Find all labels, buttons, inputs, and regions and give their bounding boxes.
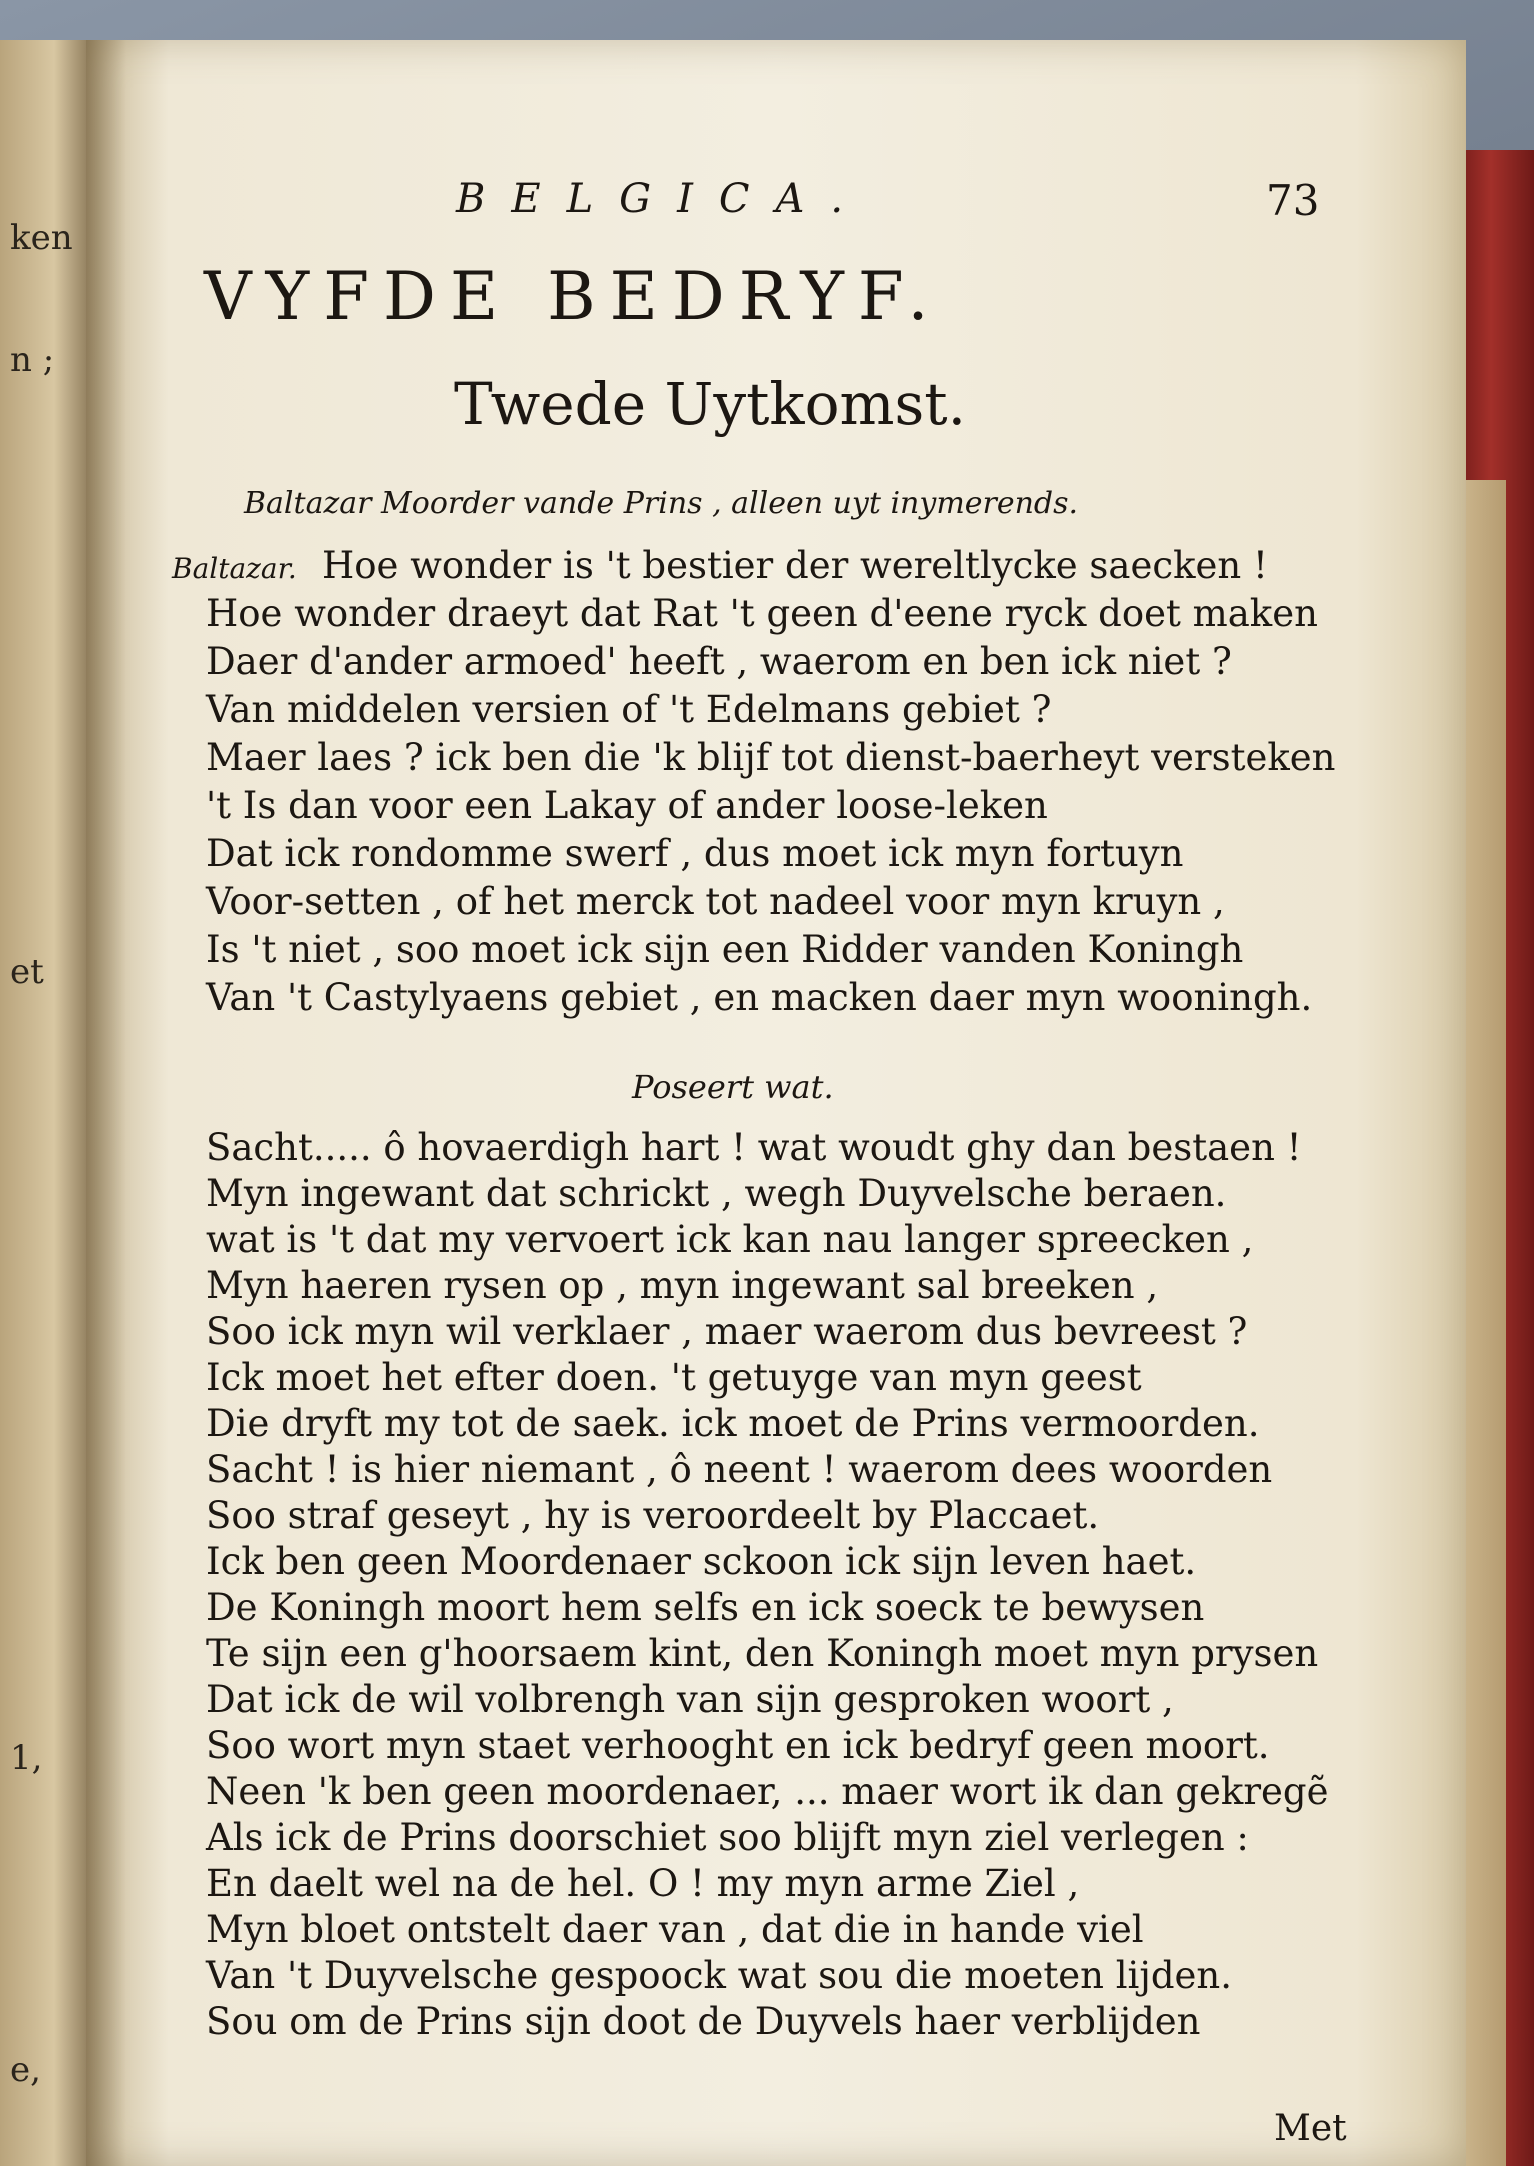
stage-direction-mid: Poseert wat. bbox=[632, 1068, 834, 1106]
gutter-shadow bbox=[86, 40, 126, 2166]
verse-line: Is 't niet , soo moet ick sijn een Ridder vanden Koningh bbox=[206, 928, 1244, 971]
verse-line: Myn bloet ontstelt daer van , dat die in hande viel bbox=[206, 1908, 1144, 1951]
verse-line: Die dryft my tot de saek. ick moet de Prins vermoorden. bbox=[206, 1402, 1260, 1445]
verse-line: Hoe wonder is 't bestier der wereltlycke saecken ! bbox=[322, 544, 1268, 587]
verse-line: Ick moet het efter doen. 't getuyge van myn geest bbox=[206, 1356, 1142, 1399]
verse-line: Hoe wonder draeyt dat Rat 't geen d'eene ryck doet maken bbox=[206, 592, 1318, 635]
verse-line: Neen 'k ben geen moordenaer, ... maer wort ik dan gekregẽ bbox=[206, 1770, 1329, 1813]
verse-line: Maer laes ? ick ben die 'k blijf tot dienst-baerheyt versteken bbox=[206, 736, 1336, 779]
verse-line: Soo straf geseyt , hy is veroordeelt by Placcaet. bbox=[206, 1494, 1100, 1537]
scene-title: Twede Uytkomst. bbox=[454, 370, 967, 438]
verse-line: Dat ick de wil volbrengh van sijn gesproken woort , bbox=[206, 1678, 1174, 1721]
left-fragment: et bbox=[10, 952, 44, 992]
verse-line: Dat ick rondomme swerf , dus moet ick myn fortuyn bbox=[206, 832, 1184, 875]
verse-line: Daer d'ander armoed' heeft , waerom en ben ick niet ? bbox=[206, 640, 1232, 683]
verse-line: Van 't Castylyaens gebiet , en macken daer myn wooningh. bbox=[206, 976, 1313, 1019]
left-fragment: n ; bbox=[10, 340, 55, 380]
verse-line: Soo ick myn wil verklaer , maer waerom dus bevreest ? bbox=[206, 1310, 1248, 1353]
verse-line: 't Is dan voor een Lakay of ander loose-leken bbox=[206, 784, 1048, 827]
verse-line: Myn haeren rysen op , myn ingewant sal breeken , bbox=[206, 1264, 1159, 1307]
verse-line: wat is 't dat my vervoert ick kan nau langer spreecken , bbox=[206, 1218, 1254, 1261]
verse-line: Sacht..... ô hovaerdigh hart ! wat woudt ghy dan bestaen ! bbox=[206, 1126, 1302, 1169]
stage-direction: Baltazar Moorder vande Prins , alleen uyt inymerends. bbox=[244, 486, 1079, 521]
verse-line: Sou om de Prins sijn doot de Duyvels haer verblijden bbox=[206, 2000, 1201, 2043]
left-fragment: ken bbox=[10, 218, 73, 258]
verse-line: Voor-setten , of het merck tot nadeel voor myn kruyn , bbox=[206, 880, 1225, 923]
left-fragment: 1, bbox=[10, 1738, 43, 1778]
page-edges bbox=[1466, 480, 1506, 2166]
verse-line: Sacht ! is hier niemant , ô neent ! waerom dees woorden bbox=[206, 1448, 1273, 1491]
verse-line: Van 't Duyvelsche gespoock wat sou die moeten lijden. bbox=[206, 1954, 1233, 1997]
speaker-name: Baltazar. bbox=[172, 552, 297, 585]
verse-line: Te sijn een g'hoorsaem kint, den Koningh moet myn prysen bbox=[206, 1632, 1319, 1675]
verse-line: De Koningh moort hem selfs en ick soeck te bewysen bbox=[206, 1586, 1205, 1629]
book-page bbox=[86, 40, 1466, 2166]
verse-line: Ick ben geen Moordenaer sckoon ick sijn leven haet. bbox=[206, 1540, 1197, 1583]
verse-line: Soo wort myn staet verhooght en ick bedryf geen moort. bbox=[206, 1724, 1270, 1767]
left-facing-page bbox=[0, 40, 90, 2166]
verse-line: Als ick de Prins doorschiet soo blijft myn ziel verlegen : bbox=[206, 1816, 1249, 1859]
page-number: 73 bbox=[1266, 176, 1320, 225]
verse-line: Van middelen versien of 't Edelmans gebiet ? bbox=[206, 688, 1052, 731]
left-fragment: e, bbox=[10, 2050, 41, 2090]
verse-line: En daelt wel na de hel. O ! my myn arme Ziel , bbox=[206, 1862, 1080, 1905]
verse-line: Myn ingewant dat schrickt , wegh Duyvelsche beraen. bbox=[206, 1172, 1227, 1215]
act-title: VYFDE BEDRYF. bbox=[204, 258, 943, 335]
running-head: BELGICA. bbox=[456, 176, 870, 222]
catchword: Met bbox=[1274, 2108, 1347, 2149]
